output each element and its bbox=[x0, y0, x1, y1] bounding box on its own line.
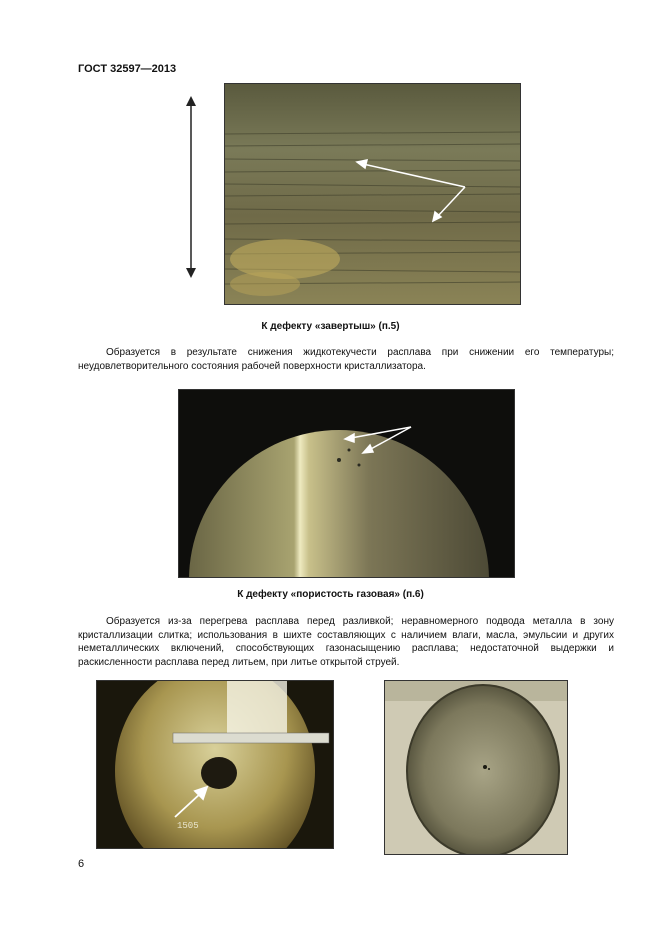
photo-stamp: 1505 bbox=[177, 821, 199, 831]
paragraph-1: Образуется в результате снижения жидкотекучести расплава при снижении его температуры; неудовлетворительного состояния рабочей поверхности кристаллизатора. bbox=[78, 347, 614, 372]
page-number: 6 bbox=[78, 858, 85, 870]
paragraph-2: Образуется из-за перегрева расплава перед разливкой; неравномерного подвода металла в зону кристаллизации слитка; использования в шихте составляющих с наличием влаги, масла, эмульсии и других неметаллических включений, способствующих газонасыщению расплава; недостаточной выдержки и раскисленности расплава перед литьем, при литье открытой струей. bbox=[78, 616, 614, 668]
photo-single-pore bbox=[384, 680, 568, 855]
direction-arrow-icon bbox=[182, 96, 200, 278]
document-code: ГОСТ 32597—2013 bbox=[78, 63, 177, 75]
figure-caption-1: К дефекту «завертыш» (п.5) bbox=[261, 321, 400, 332]
photo-gas-porosity bbox=[178, 389, 515, 578]
photo-porosity-cross-section bbox=[96, 680, 334, 849]
photo-fold-defect bbox=[224, 83, 521, 305]
figure-caption-2: К дефекту «пористость газовая» (п.6) bbox=[237, 589, 424, 600]
